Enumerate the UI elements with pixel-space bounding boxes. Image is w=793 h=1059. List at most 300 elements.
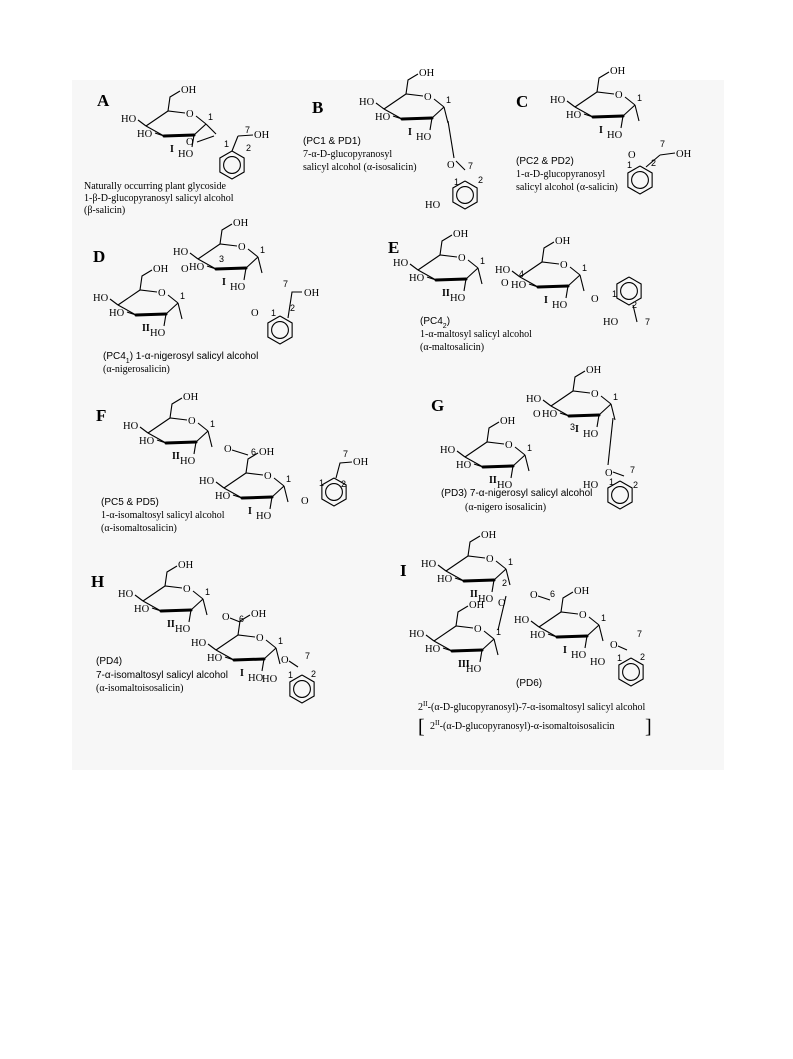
caption-line: $(PC4_1)$ 1-α-nigerosyl salicyl alcohol [103,351,259,365]
position-number: 7 [660,139,666,149]
ho-label: HO [437,574,453,585]
bond [466,268,478,279]
aromatic-ring [326,484,343,501]
position-number: 1 [446,95,452,105]
position-number: 1 [508,557,514,567]
position-number: 1 [627,160,633,170]
oh-label: OH [251,609,267,620]
bond [410,264,418,270]
ring-oxygen-label: O [238,242,246,253]
aromatic-ring [457,187,474,204]
ho-label: HO [207,653,223,664]
bond [618,646,627,650]
position-number: 4 [519,269,525,279]
bond [468,536,480,556]
bond [438,565,446,571]
glycosidic-oxygen-label: O [281,655,289,666]
ho-label: HO [109,308,125,319]
bond [203,599,207,615]
bond [597,72,609,92]
position-number: 1 [496,627,502,637]
glycosidic-oxygen-label: O [186,137,194,148]
bond [178,303,182,319]
bond [511,466,513,478]
ho-label: HO [248,673,264,684]
bond [538,596,550,600]
bond [146,111,185,126]
ring-oxygen-label: O [424,92,432,103]
bond [376,103,384,109]
panel-A [84,85,270,216]
ho-label: HO [215,491,231,502]
bond [492,580,494,592]
ring-numeral: II [470,589,478,600]
position-number: 7 [343,449,349,459]
panel-I [400,530,652,738]
bond [601,396,611,404]
ho-label: HO [416,132,432,143]
ho-label: HO [375,112,391,123]
bond [478,268,482,284]
bond [190,253,198,259]
oh-label: OH [555,236,571,247]
ho-label: HO [118,589,134,600]
aromatic-ring [632,172,649,189]
bond [465,442,504,457]
ho-label: HO [590,657,606,668]
glycosidic-oxygen-label: O [181,264,189,275]
panel-letter: I [400,561,407,580]
position-number: 1 [613,392,619,402]
bond [140,270,152,290]
ring-oxygen-label: O [183,584,191,595]
bond [118,290,157,305]
panel-letter: D [93,247,106,266]
position-number: 1 [286,474,292,484]
panel-B [303,68,483,211]
ho-label: HO [175,624,191,635]
ring-oxygen-label: O [158,288,166,299]
ring-oxygen-label: O [458,253,466,264]
bond [272,486,284,497]
bracket-left: [ [418,716,425,738]
bond [216,268,246,269]
ring-numeral: II [172,451,180,462]
oh-label: OH [676,149,692,160]
caption-line: (β-salicin) [84,205,126,216]
bond [515,447,525,455]
position-number: 7 [637,629,643,639]
position-number: 7 [630,465,636,475]
ring-oxygen-label: O [560,260,568,271]
bond [539,612,578,627]
ring-numeral: III [458,659,470,670]
ring-oxygen-label: O [188,416,196,427]
ho-label: HO [139,436,155,447]
position-number: 6 [550,589,556,599]
ho-label: HO [607,130,623,141]
bond [538,286,568,287]
position-number: 1 [612,289,618,299]
ho-label: HO [421,559,437,570]
panel-letter: E [388,238,400,257]
bond [446,556,485,571]
caption-line: $2^{II}-(\alpha-D-glucopyranosyl)-7-\alpha$-isomaltosyl salicyl alcohol [418,700,646,713]
bond [625,97,635,105]
oh-label: OH [500,416,516,427]
ho-label: HO [359,97,375,108]
bond [208,644,216,650]
bond [198,244,237,259]
ring-oxygen-label: O [505,440,513,451]
bond [440,235,452,255]
bond [542,242,554,262]
ho-label: HO [542,409,558,420]
bond [570,267,580,275]
glycosidic-oxygen-label: O [605,468,613,479]
position-number: 2 [341,479,347,489]
bond [194,124,206,135]
bond [208,431,212,447]
ring-oxygen-label: O [256,633,264,644]
ring-oxygen-label: O [591,389,599,400]
ring-oxygen-label: O [615,90,623,101]
glycosidic-oxygen-label: O [501,278,509,289]
bond [289,661,298,667]
oh-label: OH [153,264,169,275]
ho-label: HO [93,293,109,304]
bond [161,610,191,611]
glycosidic-oxygen-label: O [251,308,259,319]
bond [589,617,599,625]
position-number: 2 [311,669,317,679]
bond [567,101,575,107]
position-number: 1 [527,443,533,453]
ho-label: HO [511,280,527,291]
oh-label: OH [610,66,626,77]
caption-line: $2^{II}-(\alpha-D-glucopyranosyl)-\alpha$-isomaltoisosalicin [430,719,615,732]
position-number: 1 [260,245,266,255]
ho-label: HO [450,293,466,304]
bond [513,455,525,466]
aromatic-ring [224,157,241,174]
ring-numeral: I [170,144,174,155]
bond [232,450,248,455]
ring-numeral: I [575,424,579,435]
ring-numeral: I [544,295,548,306]
position-number: 7 [305,651,311,661]
panel-D [93,218,320,375]
ring-oxygen-label: O [486,554,494,565]
bond [136,314,166,315]
structure-figure [72,66,724,770]
glycosidic-oxygen-label: O [628,150,636,161]
oh-label: OH [353,457,369,468]
position-number: 7 [468,161,474,171]
ho-label: HO [134,604,150,615]
caption-line: (PD3) 7-α-nigerosyl salicyl alcohol [441,488,593,499]
bond [232,136,238,151]
ring-oxygen-label: O [186,109,194,120]
bond [248,249,258,257]
bond [597,415,599,427]
position-number: 1 [208,112,214,122]
bond [238,135,253,136]
caption-line: (PC5 & PD5) [101,497,159,508]
caption-line: (α-nigero isosalicin) [465,502,547,513]
ho-label: HO [478,594,494,605]
bond [164,314,166,326]
caption-line: Naturally occurring plant glycoside [84,181,226,192]
bond [206,124,216,134]
bond [543,400,551,406]
bond [244,268,246,280]
position-number: 2 [502,578,508,588]
ho-label: HO [497,480,513,491]
bond [168,91,180,111]
bond [599,625,603,641]
position-number: 1 [454,177,460,187]
glycosidic-oxygen-label: O [301,496,309,507]
caption-line: 1-α-D-glucopyranosyl [516,169,606,180]
bond [140,427,148,433]
ring-oxygen-label: O [579,610,587,621]
bond [148,418,187,433]
ho-label: HO [514,615,530,626]
ho-label: HO [526,394,542,405]
ho-label: HO [456,460,472,471]
position-number: 7 [645,317,651,327]
bond [599,404,611,415]
bond [635,105,639,121]
bracket-right: ] [645,716,652,738]
oh-label: OH [586,365,602,376]
bond [196,116,206,124]
ho-label: HO [189,262,205,273]
position-number: 1 [278,636,284,646]
bond [580,275,584,291]
glycosidic-oxygen-label: O [533,409,541,420]
bond [262,659,264,671]
ring-numeral: I [408,127,412,138]
oh-label: OH [419,68,435,79]
ho-label: HO [583,429,599,440]
aromatic-ring [623,664,640,681]
bond [284,486,288,502]
bond [418,255,457,270]
oh-label: OH [178,560,194,571]
panel-letter: A [97,91,110,110]
chemical-structures-diagram [72,66,724,770]
panel-letter: F [96,406,107,425]
oh-label: OH [181,85,197,96]
bond [621,116,623,128]
glycosidic-oxygen-label: O [530,590,538,601]
position-number: 2 [290,303,296,313]
oh-label: OH [304,288,320,299]
caption-line: (PD6) [516,678,543,689]
bond [166,442,196,443]
bond [464,580,494,581]
caption-line: 1-β-D-glucopyranosyl salicyl alcohol [84,193,234,204]
bond [566,286,568,298]
bond [170,398,182,418]
ho-label: HO [121,114,137,125]
ring-oxygen-label: O [474,624,482,635]
bond [220,224,232,244]
bond [585,636,587,648]
ho-label: HO [425,200,441,211]
bond [444,107,448,123]
bond [569,415,599,416]
ho-label: HO [440,445,456,456]
ho-label: HO [150,328,166,339]
ring-numeral: I [240,668,244,679]
aromatic-ring [621,283,638,300]
ring-numeral: I [248,506,252,517]
position-number: 2 [478,175,484,185]
aromatic-ring [294,681,311,698]
bond [468,260,478,268]
bond [434,626,473,641]
ho-label: HO [409,273,425,284]
bond [457,451,465,457]
bond [482,639,494,650]
bond [402,118,432,119]
bond [270,497,272,509]
bond [464,279,466,291]
bond [216,482,224,488]
position-number: 1 [637,93,643,103]
ho-label: HO [603,317,619,328]
caption-line: $(PC4_2)$ [420,316,451,330]
bond [434,99,444,107]
ring-numeral: II [142,323,150,334]
ho-label: HO [566,110,582,121]
bond [143,586,182,601]
bond [168,295,178,303]
position-number: 3 [570,422,576,432]
position-number: 2 [651,158,657,168]
bond [531,621,539,627]
position-number: 3 [219,254,225,264]
bond [452,650,482,651]
glycosidic-oxygen-label: O [591,294,599,305]
ho-label: HO [180,456,196,467]
ring-numeral: I [222,277,226,288]
ho-label: HO [137,129,153,140]
ho-label: HO [495,265,511,276]
position-number: 1 [617,653,623,663]
ring-numeral: II [442,288,450,299]
position-number: 2 [633,480,639,490]
bond [165,566,177,586]
ho-label: HO [425,644,441,655]
oh-label: OH [481,530,497,541]
position-number: 2 [246,143,252,153]
ring-oxygen-label: O [264,471,272,482]
panel-C [516,66,692,194]
bond [166,303,178,314]
position-number: 1 [582,263,588,273]
glycosidic-oxygen-label: O [610,640,618,651]
position-number: 6 [239,614,245,624]
position-number: 1 [609,477,615,487]
glycosidic-oxygen-label: O [498,598,506,609]
position-number: 1 [224,139,230,149]
bond [406,74,418,94]
bond [216,635,255,650]
bond [189,610,191,622]
ring-numeral: II [489,475,497,486]
position-number: 1 [480,256,486,266]
position-number: 1 [210,419,216,429]
position-number: 1 [288,670,294,680]
panel-E [388,229,650,353]
ring-numeral: II [167,619,175,630]
bond [276,648,280,664]
bond [613,472,624,476]
bond [384,94,423,109]
ho-label: HO [571,650,587,661]
position-number: 7 [245,125,251,135]
ring-numeral: I [563,645,567,656]
bond [110,299,118,305]
position-number: 2 [640,652,646,662]
oh-label: OH [453,229,469,240]
caption-line: (α-maltosalicin) [420,342,485,353]
bond [138,120,146,126]
ho-label: HO [178,149,194,160]
bond [164,135,194,136]
bond [242,497,272,498]
bond [191,599,203,610]
ho-label: HO [123,421,139,432]
ho-label: HO [393,258,409,269]
ho-label: HO [552,300,568,311]
position-number: 1 [271,308,277,318]
bond [264,648,276,659]
bond [483,466,513,467]
caption-line: (α-isomaltoisosalicin) [96,683,184,694]
ho-label: HO [466,664,482,675]
bond [426,635,434,641]
bond [487,422,499,442]
position-number: 1 [319,478,325,488]
bond [551,391,590,406]
bond [494,639,498,655]
bond [480,650,482,662]
bond [456,161,465,170]
caption-line: salicyl alcohol (α-salicin) [516,182,618,193]
ho-label: HO [550,95,566,106]
ho-label: HO [173,247,189,258]
bond [623,105,635,116]
oh-label: OH [233,218,249,229]
oh-label: OH [574,586,590,597]
bond [246,257,258,268]
bond [557,636,587,637]
caption-line: 7-α-isomaltosyl salicyl alcohol [96,670,228,681]
oh-label: OH [469,600,485,611]
bond [436,279,466,280]
panel-letter: B [312,98,324,117]
bond [224,473,263,488]
ho-label: HO [583,480,599,491]
bond [573,371,585,391]
bond [525,455,529,471]
bond [587,625,599,636]
